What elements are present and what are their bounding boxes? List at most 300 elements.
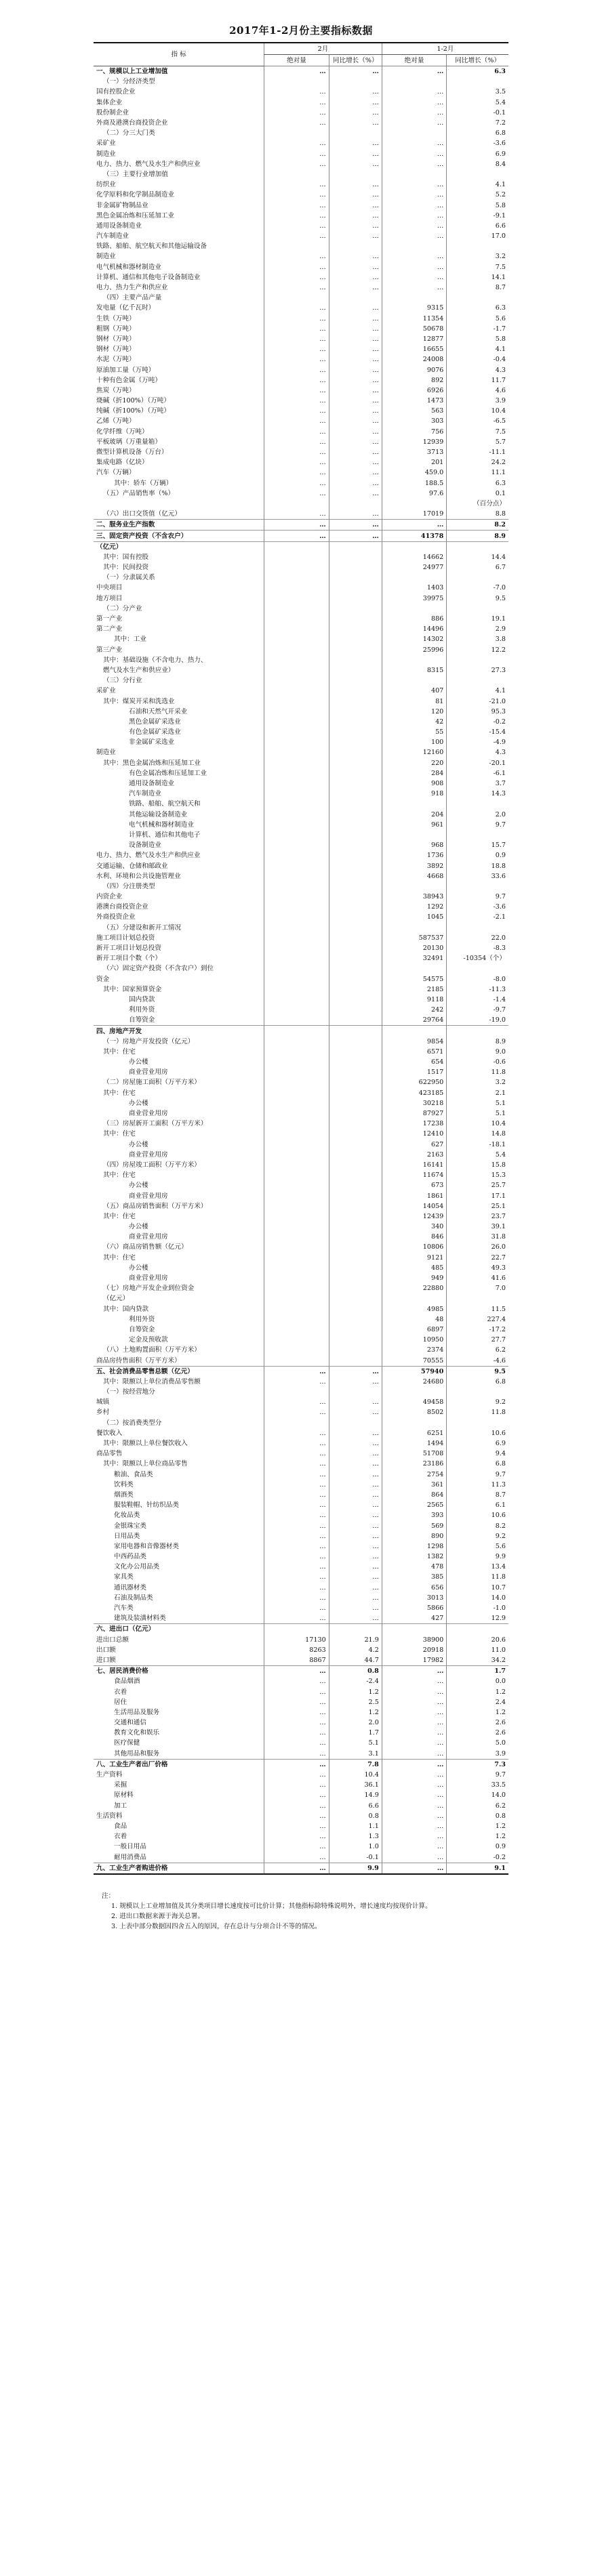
feb-yoy-value: … bbox=[329, 1407, 382, 1417]
janfeb-yoy-value: -11.1 bbox=[447, 447, 508, 457]
janfeb-yoy-value: 13.4 bbox=[447, 1562, 508, 1572]
row-label: 家具类 bbox=[114, 1573, 134, 1581]
janfeb-abs-value: 14054 bbox=[382, 1201, 446, 1211]
janfeb-abs-value: 8315 bbox=[382, 665, 446, 676]
feb-yoy-value bbox=[329, 77, 382, 87]
janfeb-abs-value: 16141 bbox=[382, 1160, 446, 1170]
feb-abs-value bbox=[264, 499, 329, 509]
row-label: 化学纤维（万吨） bbox=[96, 428, 148, 436]
row-label: （四）房屋竣工面积（万平方米） bbox=[103, 1161, 201, 1169]
table-row bbox=[94, 1852, 508, 1863]
table-row bbox=[94, 1831, 508, 1842]
table-row bbox=[94, 468, 508, 478]
feb-abs-value: … bbox=[264, 386, 329, 396]
janfeb-abs-value: … bbox=[382, 87, 446, 97]
feb-yoy-value: 1.7 bbox=[329, 1728, 382, 1738]
feb-yoy-value bbox=[329, 1077, 382, 1087]
row-label: 商业营业用房 bbox=[129, 1274, 168, 1283]
table-row bbox=[94, 1821, 508, 1831]
row-label: （亿元） bbox=[94, 541, 264, 552]
table-row bbox=[94, 1293, 508, 1304]
feb-abs-value bbox=[264, 912, 329, 922]
janfeb-yoy-value bbox=[447, 881, 508, 892]
header-yoy-janfeb: 同比增长（%） bbox=[447, 55, 508, 66]
row-label: 非金属矿物制品业 bbox=[96, 201, 148, 209]
table-row bbox=[94, 1500, 508, 1510]
janfeb-yoy-value: 15.3 bbox=[447, 1170, 508, 1180]
janfeb-abs-value: 14662 bbox=[382, 552, 446, 562]
row-label: 文化办公用品类 bbox=[114, 1563, 160, 1571]
indicator-table bbox=[94, 42, 508, 1875]
feb-yoy-value bbox=[329, 943, 382, 953]
row-label: 十种有色金属（万吨） bbox=[96, 376, 161, 384]
janfeb-yoy-value: 15.8 bbox=[447, 1160, 508, 1170]
row-label bbox=[94, 499, 264, 509]
feb-yoy-value bbox=[329, 1129, 382, 1139]
feb-abs-value bbox=[264, 1355, 329, 1366]
janfeb-abs-value: 918 bbox=[382, 789, 446, 799]
feb-abs-value bbox=[264, 923, 329, 933]
janfeb-yoy-value bbox=[447, 77, 508, 87]
janfeb-abs-value: 1045 bbox=[382, 912, 446, 922]
row-label: 其中：住宅 bbox=[103, 1089, 136, 1097]
feb-abs-value: … bbox=[264, 1697, 329, 1707]
janfeb-abs-value: 38943 bbox=[382, 892, 446, 902]
row-label: （二）分产业 bbox=[103, 604, 142, 612]
janfeb-abs-value: 54575 bbox=[382, 974, 446, 984]
table-row bbox=[94, 375, 508, 386]
feb-yoy-value bbox=[329, 594, 382, 604]
row-label: 四、房地产开发 bbox=[94, 1026, 264, 1037]
feb-yoy-value: … bbox=[329, 1480, 382, 1490]
feb-yoy-value: … bbox=[329, 87, 382, 97]
feb-yoy-value bbox=[329, 747, 382, 757]
row-label: 计算机、通信和其他电子设备制造业 bbox=[96, 273, 201, 281]
table-row bbox=[94, 1801, 508, 1811]
janfeb-abs-value: 968 bbox=[382, 840, 446, 850]
janfeb-yoy-value: 8.9 bbox=[447, 1037, 508, 1047]
janfeb-yoy-value: -0.1 bbox=[447, 108, 508, 118]
feb-yoy-value bbox=[329, 614, 382, 624]
janfeb-yoy-value: 2.1 bbox=[447, 1088, 508, 1098]
feb-yoy-value bbox=[329, 881, 382, 892]
row-label: 粮油、食品类 bbox=[114, 1470, 153, 1478]
janfeb-yoy-value: 9.1 bbox=[447, 1863, 508, 1874]
janfeb-yoy-value: 11.1 bbox=[447, 468, 508, 478]
feb-yoy-value: 5.1 bbox=[329, 1738, 382, 1748]
feb-abs-value bbox=[264, 1129, 329, 1139]
table-row bbox=[94, 1211, 508, 1222]
row-label: 铁路、船舶、航空航天和其他运输设备 bbox=[96, 243, 207, 251]
janfeb-yoy-value: 14.1 bbox=[447, 272, 508, 283]
janfeb-abs-value: … bbox=[382, 180, 446, 190]
table-row bbox=[94, 1428, 508, 1438]
row-label: 商品零售 bbox=[96, 1450, 123, 1458]
table-row bbox=[94, 1026, 508, 1037]
row-label: 乙烯（万吨） bbox=[96, 417, 136, 425]
row-label: （八）土地购置面积（万平方米） bbox=[103, 1346, 201, 1354]
row-label: 其他用品和服务 bbox=[114, 1749, 160, 1758]
janfeb-abs-value: 587537 bbox=[382, 933, 446, 943]
janfeb-yoy-value: 6.7 bbox=[447, 562, 508, 573]
janfeb-abs-value bbox=[382, 499, 446, 509]
janfeb-yoy-value: 17.0 bbox=[447, 231, 508, 241]
table-row bbox=[94, 293, 508, 303]
janfeb-yoy-value: 9.5 bbox=[447, 1366, 508, 1377]
feb-abs-value bbox=[264, 645, 329, 655]
feb-abs-value: … bbox=[264, 324, 329, 334]
janfeb-abs-value: 17982 bbox=[382, 1655, 446, 1666]
janfeb-abs-value: … bbox=[382, 118, 446, 128]
row-label: （四）主要产品产量 bbox=[103, 294, 162, 302]
janfeb-abs-value bbox=[382, 573, 446, 583]
feb-yoy-value: … bbox=[329, 386, 382, 396]
feb-abs-value: … bbox=[264, 1377, 329, 1387]
janfeb-abs-value: … bbox=[382, 262, 446, 272]
row-label: 五、社会消费品零售总额（亿元） bbox=[94, 1366, 264, 1377]
janfeb-yoy-value: -0.2 bbox=[447, 1852, 508, 1863]
janfeb-abs-value: 622950 bbox=[382, 1077, 446, 1087]
row-label: 钢材（万吨） bbox=[96, 335, 136, 343]
janfeb-abs-value: 188.5 bbox=[382, 478, 446, 489]
feb-yoy-value bbox=[329, 1150, 382, 1160]
feb-yoy-value: … bbox=[329, 159, 382, 169]
feb-abs-value bbox=[264, 594, 329, 604]
feb-yoy-value: … bbox=[329, 1510, 382, 1520]
row-label: 水泥（万吨） bbox=[96, 356, 136, 364]
feb-abs-value: … bbox=[264, 221, 329, 231]
janfeb-yoy-value: 5.1 bbox=[447, 1108, 508, 1119]
table-row bbox=[94, 1273, 508, 1283]
janfeb-abs-value: 949 bbox=[382, 1273, 446, 1283]
row-label: 其中：煤炭开采和洗选业 bbox=[103, 697, 175, 705]
row-label: 其中：工业 bbox=[114, 636, 146, 644]
feb-abs-value bbox=[264, 1418, 329, 1428]
feb-yoy-value bbox=[329, 1140, 382, 1150]
row-label: 电力、热力、燃气及水生产和供应业 bbox=[96, 852, 201, 860]
janfeb-yoy-value: 8.7 bbox=[447, 1490, 508, 1500]
table-row bbox=[94, 830, 508, 840]
table-row bbox=[94, 406, 508, 416]
feb-yoy-value: … bbox=[329, 1397, 382, 1407]
feb-yoy-value bbox=[329, 974, 382, 984]
feb-abs-value bbox=[264, 850, 329, 860]
feb-abs-value: … bbox=[264, 1552, 329, 1562]
feb-yoy-value: … bbox=[329, 1366, 382, 1377]
row-label: 制造业 bbox=[96, 150, 116, 158]
table-row bbox=[94, 1759, 508, 1770]
feb-yoy-value: … bbox=[329, 190, 382, 200]
row-label: 七、居民消费价格 bbox=[94, 1666, 264, 1677]
row-label: 平板玻璃（万重量箱） bbox=[96, 438, 161, 446]
janfeb-yoy-value: 22.0 bbox=[447, 933, 508, 943]
feb-yoy-value bbox=[329, 169, 382, 180]
janfeb-abs-value: 9854 bbox=[382, 1037, 446, 1047]
feb-abs-value bbox=[264, 676, 329, 686]
row-label: 其中：轿车（万辆） bbox=[114, 479, 173, 487]
table-row bbox=[94, 902, 508, 912]
janfeb-yoy-value: 5.4 bbox=[447, 98, 508, 108]
feb-yoy-value: 1.0 bbox=[329, 1842, 382, 1852]
row-label: 集成电路（亿块） bbox=[96, 459, 148, 467]
feb-abs-value bbox=[264, 984, 329, 995]
row-label: 其中：国家预算资金 bbox=[103, 985, 162, 993]
feb-abs-value: … bbox=[264, 437, 329, 447]
feb-yoy-value bbox=[329, 541, 382, 552]
feb-abs-value bbox=[264, 799, 329, 809]
janfeb-abs-value bbox=[382, 881, 446, 892]
row-label: （七）房地产开发企业到位资金 bbox=[103, 1285, 195, 1293]
note-1: 1. 规模以上工业增加值及其分类项目增长速度按可比价计算；其他指标除特殊说明外，增长速度均按现价计算。 bbox=[111, 1903, 432, 1910]
feb-abs-value: … bbox=[264, 447, 329, 457]
table-row bbox=[94, 98, 508, 108]
table-row bbox=[94, 1170, 508, 1180]
janfeb-abs-value: … bbox=[382, 108, 446, 118]
table-row bbox=[94, 1572, 508, 1582]
row-label: 钢材（万吨） bbox=[96, 346, 136, 354]
feb-abs-value bbox=[264, 737, 329, 747]
row-label: 办公楼 bbox=[129, 1223, 148, 1231]
janfeb-yoy-value: 2.6 bbox=[447, 1718, 508, 1728]
row-label: 电气机械和器材制造业 bbox=[129, 820, 194, 829]
feb-abs-value: … bbox=[264, 1707, 329, 1718]
janfeb-abs-value: 3713 bbox=[382, 447, 446, 457]
janfeb-abs-value: 2754 bbox=[382, 1470, 446, 1480]
row-label: 商业营业用房 bbox=[129, 1150, 168, 1159]
feb-abs-value: 17130 bbox=[264, 1635, 329, 1645]
feb-yoy-value bbox=[329, 892, 382, 902]
row-label: 石油和天然气开采业 bbox=[129, 707, 188, 715]
feb-abs-value: … bbox=[264, 1407, 329, 1417]
janfeb-yoy-value: 95.3 bbox=[447, 707, 508, 717]
table-row bbox=[94, 1459, 508, 1469]
janfeb-yoy-value: 7.5 bbox=[447, 427, 508, 437]
row-label: （二）按消费类型分 bbox=[103, 1419, 162, 1427]
feb-yoy-value: … bbox=[329, 489, 382, 499]
janfeb-yoy-value: 5.8 bbox=[447, 200, 508, 210]
table-row bbox=[94, 509, 508, 520]
janfeb-yoy-value: 9.2 bbox=[447, 1531, 508, 1541]
feb-abs-value bbox=[264, 1624, 329, 1635]
feb-yoy-value bbox=[329, 1190, 382, 1201]
janfeb-yoy-value: 5.7 bbox=[447, 437, 508, 447]
feb-abs-value bbox=[264, 1098, 329, 1108]
table-row bbox=[94, 686, 508, 696]
row-label: 教育文化和娱乐 bbox=[114, 1729, 160, 1737]
feb-yoy-value bbox=[329, 1273, 382, 1283]
janfeb-yoy-value: 9.4 bbox=[447, 1449, 508, 1459]
feb-abs-value bbox=[264, 830, 329, 840]
janfeb-yoy-value: 5.8 bbox=[447, 334, 508, 344]
janfeb-yoy-value: 41.6 bbox=[447, 1273, 508, 1283]
janfeb-yoy-value: 4.1 bbox=[447, 344, 508, 354]
janfeb-yoy-value bbox=[447, 541, 508, 552]
table-row bbox=[94, 1129, 508, 1139]
feb-yoy-value: … bbox=[329, 118, 382, 128]
feb-abs-value: … bbox=[264, 314, 329, 324]
janfeb-abs-value: 1736 bbox=[382, 850, 446, 860]
feb-abs-value: … bbox=[264, 1852, 329, 1863]
feb-yoy-value: … bbox=[329, 1552, 382, 1562]
row-label: （一）按经营地分 bbox=[103, 1388, 155, 1396]
feb-yoy-value: 44.7 bbox=[329, 1655, 382, 1666]
table-row bbox=[94, 1635, 508, 1645]
feb-yoy-value bbox=[329, 933, 382, 943]
row-label: 焦炭（万吨） bbox=[96, 386, 136, 394]
feb-yoy-value bbox=[329, 860, 382, 871]
table-row bbox=[94, 262, 508, 272]
janfeb-yoy-value bbox=[447, 655, 508, 665]
feb-yoy-value: … bbox=[329, 1562, 382, 1572]
feb-abs-value bbox=[264, 1314, 329, 1325]
janfeb-abs-value: 9121 bbox=[382, 1253, 446, 1263]
feb-abs-value bbox=[264, 974, 329, 984]
row-label: 电力、热力生产和供应业 bbox=[96, 284, 168, 292]
feb-yoy-value: … bbox=[329, 303, 382, 313]
table-row bbox=[94, 149, 508, 159]
feb-yoy-value: … bbox=[329, 1459, 382, 1469]
feb-yoy-value: … bbox=[329, 314, 382, 324]
janfeb-yoy-value: 6.2 bbox=[447, 1801, 508, 1811]
feb-yoy-value: -2.4 bbox=[329, 1676, 382, 1686]
feb-abs-value bbox=[264, 1005, 329, 1015]
feb-abs-value: … bbox=[264, 1428, 329, 1438]
janfeb-abs-value: 485 bbox=[382, 1263, 446, 1273]
table-row bbox=[94, 1366, 508, 1377]
feb-yoy-value: … bbox=[329, 283, 382, 293]
row-label: （五）分建设和新开工情况 bbox=[103, 923, 182, 932]
janfeb-yoy-value: 2.4 bbox=[447, 1697, 508, 1707]
feb-abs-value bbox=[264, 1273, 329, 1283]
table-row bbox=[94, 344, 508, 354]
row-label: 商业营业用房 bbox=[129, 1192, 168, 1200]
feb-abs-value bbox=[264, 1037, 329, 1047]
janfeb-abs-value bbox=[382, 963, 446, 974]
row-label: 计算机、通信和其他电子 bbox=[129, 831, 201, 839]
janfeb-abs-value: 97.6 bbox=[382, 489, 446, 499]
table-row bbox=[94, 427, 508, 437]
row-label: 交通运输、仓储和邮政业 bbox=[96, 862, 168, 870]
janfeb-abs-value: 87927 bbox=[382, 1108, 446, 1119]
row-label: 采矿业 bbox=[96, 687, 116, 695]
feb-yoy-value bbox=[329, 737, 382, 747]
janfeb-abs-value: 55 bbox=[382, 727, 446, 737]
feb-abs-value: … bbox=[264, 334, 329, 344]
table-row bbox=[94, 912, 508, 922]
janfeb-abs-value: 51708 bbox=[382, 1449, 446, 1459]
janfeb-yoy-value: -6.5 bbox=[447, 416, 508, 426]
feb-abs-value: … bbox=[264, 1790, 329, 1800]
table-row bbox=[94, 1645, 508, 1655]
feb-yoy-value bbox=[329, 1005, 382, 1015]
row-label: 定金及预收款 bbox=[129, 1336, 168, 1344]
table-row bbox=[94, 87, 508, 97]
row-label: 汽车制造业 bbox=[129, 790, 161, 798]
janfeb-yoy-value: 8.2 bbox=[447, 520, 508, 531]
table-row bbox=[94, 1613, 508, 1624]
table-row bbox=[94, 1863, 508, 1874]
row-label: 通用设备制造业 bbox=[129, 780, 175, 788]
feb-yoy-value: … bbox=[329, 1531, 382, 1541]
row-label: 饮料类 bbox=[114, 1480, 134, 1489]
janfeb-abs-value: 10950 bbox=[382, 1335, 446, 1345]
janfeb-abs-value: … bbox=[382, 1707, 446, 1718]
janfeb-yoy-value: （百分点） bbox=[447, 499, 508, 509]
janfeb-abs-value: 6571 bbox=[382, 1047, 446, 1057]
janfeb-yoy-value: 3.2 bbox=[447, 251, 508, 262]
feb-yoy-value: … bbox=[329, 354, 382, 365]
feb-yoy-value: 2.5 bbox=[329, 1697, 382, 1707]
feb-yoy-value bbox=[329, 810, 382, 820]
feb-abs-value bbox=[264, 881, 329, 892]
janfeb-abs-value: … bbox=[382, 1738, 446, 1748]
janfeb-yoy-value: 10.6 bbox=[447, 1510, 508, 1520]
janfeb-abs-value: 22880 bbox=[382, 1283, 446, 1293]
table-row bbox=[94, 221, 508, 231]
table-row bbox=[94, 1253, 508, 1263]
janfeb-abs-value: 81 bbox=[382, 696, 446, 706]
feb-yoy-value: … bbox=[329, 365, 382, 375]
janfeb-abs-value: 2185 bbox=[382, 984, 446, 995]
feb-abs-value bbox=[264, 1150, 329, 1160]
janfeb-abs-value: … bbox=[382, 1801, 446, 1811]
feb-yoy-value: … bbox=[329, 468, 382, 478]
row-label: 国内贷款 bbox=[129, 995, 155, 1003]
feb-yoy-value: … bbox=[329, 262, 382, 272]
janfeb-yoy-value bbox=[447, 830, 508, 840]
notes-label: 注： bbox=[102, 1892, 115, 1900]
feb-abs-value: … bbox=[264, 489, 329, 499]
row-label: 集体企业 bbox=[96, 98, 123, 106]
janfeb-yoy-value: 6.3 bbox=[447, 66, 508, 77]
feb-yoy-value bbox=[329, 573, 382, 583]
janfeb-yoy-value: 14.8 bbox=[447, 1129, 508, 1139]
row-label: 汽车（万辆） bbox=[96, 469, 136, 477]
table-row bbox=[94, 624, 508, 634]
janfeb-abs-value: 654 bbox=[382, 1057, 446, 1067]
janfeb-yoy-value: 18.8 bbox=[447, 860, 508, 871]
row-label: （三）房屋新开工面积（万平方米） bbox=[103, 1120, 207, 1128]
feb-yoy-value bbox=[329, 241, 382, 251]
row-label: 第二产业 bbox=[96, 625, 123, 633]
feb-yoy-value: … bbox=[329, 324, 382, 334]
feb-abs-value bbox=[264, 1119, 329, 1129]
row-label: （三）分行业 bbox=[103, 677, 142, 685]
table-row bbox=[94, 1418, 508, 1428]
feb-abs-value: … bbox=[264, 1603, 329, 1613]
feb-yoy-value bbox=[329, 995, 382, 1005]
janfeb-yoy-value: -21.0 bbox=[447, 696, 508, 706]
row-label: 非金属矿采选业 bbox=[129, 739, 175, 747]
table-row bbox=[94, 1119, 508, 1129]
janfeb-abs-value bbox=[382, 1026, 446, 1037]
feb-abs-value bbox=[264, 1222, 329, 1232]
row-label: 第一产业 bbox=[96, 615, 123, 623]
feb-abs-value bbox=[264, 552, 329, 562]
janfeb-yoy-value: 19.1 bbox=[447, 614, 508, 624]
feb-abs-value: … bbox=[264, 531, 329, 541]
janfeb-abs-value: 24977 bbox=[382, 562, 446, 573]
janfeb-abs-value: 892 bbox=[382, 375, 446, 386]
janfeb-abs-value: 20130 bbox=[382, 943, 446, 953]
feb-abs-value: … bbox=[264, 1470, 329, 1480]
row-label: 港澳台商投资企业 bbox=[96, 903, 148, 911]
feb-yoy-value: 36.1 bbox=[329, 1780, 382, 1790]
janfeb-abs-value bbox=[382, 830, 446, 840]
janfeb-abs-value: … bbox=[382, 272, 446, 283]
feb-yoy-value: … bbox=[329, 478, 382, 489]
table-row bbox=[94, 1088, 508, 1098]
